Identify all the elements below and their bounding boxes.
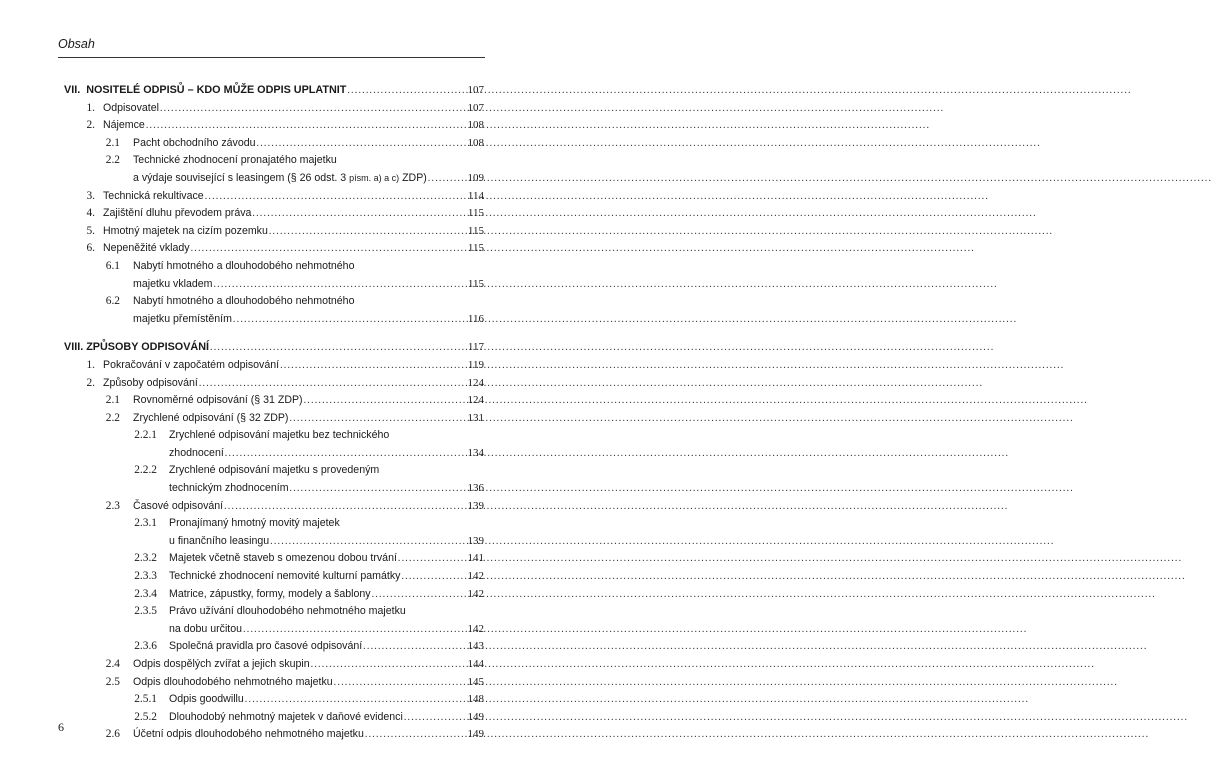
toc-page-number: 117 bbox=[467, 341, 484, 354]
toc-entry-title: Technická rekultivace bbox=[103, 189, 204, 202]
toc-page-number: 107 bbox=[467, 101, 484, 114]
toc-entry-number: 2.2 bbox=[105, 411, 120, 424]
leader-dots bbox=[252, 205, 462, 223]
leader-dots bbox=[428, 170, 462, 188]
toc-page-number: 115 bbox=[467, 242, 484, 255]
toc-chapter-title bbox=[64, 82, 346, 100]
toc-entry[interactable] bbox=[64, 603, 484, 621]
leader-dots bbox=[243, 621, 462, 639]
leader-dots bbox=[160, 100, 462, 118]
leader-dots bbox=[146, 117, 462, 135]
leader-dots bbox=[372, 586, 462, 604]
toc-entry-title: Matrice, zápustky, formy, modely a šablony bbox=[169, 587, 371, 600]
leader-dots bbox=[347, 82, 462, 100]
toc-page-number: 134 bbox=[467, 446, 484, 459]
toc-entry-number: 1. bbox=[86, 101, 95, 114]
toc-entry-title: Zrychlené odpisování majetku s provedeným bbox=[169, 464, 380, 477]
toc-entry-continuation[interactable] bbox=[64, 311, 484, 329]
toc-entry-number: 5. bbox=[86, 224, 95, 237]
toc-entry[interactable] bbox=[64, 638, 484, 656]
toc-entry-continuation[interactable] bbox=[64, 533, 484, 551]
toc-page-number: 108 bbox=[467, 119, 484, 132]
toc-entry-title: Účetní odpis dlouhodobého nehmotného majetku bbox=[133, 728, 364, 741]
leader-dots bbox=[270, 533, 462, 551]
toc-entry-number: 2.3 bbox=[105, 499, 120, 512]
toc-page-number: 145 bbox=[467, 675, 484, 688]
toc-page-number: 149 bbox=[467, 710, 484, 723]
toc-entry-number: 6. bbox=[86, 242, 95, 255]
toc-entry-number: 1. bbox=[86, 358, 95, 371]
toc-entry-title: Nabytí hmotného a dlouhodobého nehmotného bbox=[133, 295, 355, 308]
leader-dots bbox=[304, 392, 462, 410]
toc-page-number: 139 bbox=[467, 499, 484, 512]
toc-page-number: 107 bbox=[467, 84, 484, 96]
toc-entry-title: Pokračování v započatém odpisování bbox=[103, 358, 280, 371]
leader-dots bbox=[191, 240, 462, 258]
toc-page-number: 124 bbox=[467, 376, 484, 389]
toc-entry-title: Zrychlené odpisování majetku bez technického bbox=[169, 429, 390, 442]
toc-entry-number: 2.3.1 bbox=[134, 517, 157, 530]
toc-text-part-small: písm. a) a c) bbox=[349, 172, 400, 183]
toc-entry[interactable] bbox=[64, 135, 484, 153]
toc-page-number: 116 bbox=[467, 312, 484, 325]
toc-entry-number: 2. bbox=[86, 376, 95, 389]
table-of-contents bbox=[64, 82, 484, 744]
toc-page-number: 141 bbox=[467, 552, 484, 565]
toc-entry-title: Majetek včetně staveb s omezenou dobou trvání bbox=[169, 552, 397, 565]
chapter-title-text: NOSITELÉ ODPISŮ – KDO MŮŽE ODPIS UPLATNIT bbox=[86, 84, 347, 96]
toc-entry-title-cont: majetku vkladem bbox=[133, 277, 213, 290]
toc-entry[interactable] bbox=[64, 152, 484, 170]
toc-entry-title-cont: majetku přemístěním bbox=[133, 312, 232, 325]
toc-entry[interactable] bbox=[64, 691, 484, 709]
toc-entry[interactable] bbox=[64, 392, 484, 410]
chapter-gap bbox=[64, 328, 484, 339]
toc-entry-number: 2.1 bbox=[105, 394, 120, 407]
toc-page-number: 143 bbox=[467, 640, 484, 653]
toc-entry-number: 2.3.3 bbox=[134, 570, 157, 583]
leader-dots bbox=[404, 709, 462, 727]
toc-entry-number: 2. bbox=[86, 119, 95, 132]
toc-page-number: 115 bbox=[467, 207, 484, 220]
toc-chapter-title bbox=[64, 339, 209, 357]
toc-entry-number: 2.1 bbox=[105, 136, 120, 149]
toc-page-number: 149 bbox=[467, 728, 484, 741]
toc-entry-title: Odpis goodwillu bbox=[169, 693, 244, 706]
toc-entry-continuation[interactable] bbox=[64, 480, 484, 498]
leader-dots bbox=[365, 726, 462, 744]
toc-entry[interactable] bbox=[64, 188, 484, 206]
toc-entry[interactable] bbox=[64, 375, 484, 393]
leader-dots bbox=[213, 276, 462, 294]
toc-entry-number: 4. bbox=[86, 207, 95, 220]
leader-dots bbox=[245, 691, 462, 709]
chapter-number: VII. bbox=[64, 84, 81, 96]
toc-entry-number: 6.2 bbox=[105, 295, 120, 308]
toc-entry-continuation[interactable] bbox=[64, 276, 484, 294]
toc-page-number: 142 bbox=[467, 570, 484, 583]
toc-entry[interactable] bbox=[64, 223, 484, 241]
toc-page-number: 124 bbox=[467, 394, 484, 407]
leader-dots bbox=[224, 498, 462, 516]
leader-dots bbox=[199, 375, 462, 393]
toc-entry-title: Odpis dospělých zvířat a jejich skupin bbox=[133, 658, 310, 670]
chapter-title-text: ZPŮSOBY ODPISOVÁNÍ bbox=[86, 341, 209, 354]
toc-entry-title-cont: na dobu určitou bbox=[169, 622, 243, 635]
toc-entry-continuation[interactable] bbox=[64, 170, 484, 188]
toc-entry-number: 6.1 bbox=[105, 259, 120, 272]
toc-entry-title: Technické zhodnocení pronajatého majetku bbox=[133, 154, 337, 167]
toc-entry[interactable] bbox=[64, 709, 484, 727]
toc-chapter-vii[interactable] bbox=[64, 82, 484, 100]
toc-entry[interactable] bbox=[64, 258, 484, 276]
toc-entry-title: Nabytí hmotného a dlouhodobého nehmotného bbox=[133, 259, 355, 272]
toc-entry-number: 2.2 bbox=[105, 154, 120, 167]
toc-entry[interactable] bbox=[64, 515, 484, 533]
toc-entry-number: 2.3.4 bbox=[134, 587, 157, 600]
toc-entry[interactable] bbox=[64, 205, 484, 223]
toc-entry[interactable] bbox=[64, 462, 484, 480]
toc-entry-number: 2.4 bbox=[105, 658, 120, 670]
toc-entry[interactable] bbox=[64, 550, 484, 568]
toc-entry[interactable] bbox=[64, 100, 484, 118]
toc-entry-title: Dlouhodobý nehmotný majetek v daňové evidenci bbox=[169, 710, 403, 723]
toc-entry[interactable] bbox=[64, 357, 484, 375]
toc-entry[interactable] bbox=[64, 656, 484, 674]
toc-chapter-viii[interactable] bbox=[64, 339, 484, 357]
toc-entry-title: Společná pravidla pro časové odpisování bbox=[169, 640, 363, 653]
toc-page-number: 114 bbox=[467, 189, 484, 202]
toc-page-number: 115 bbox=[467, 224, 484, 237]
toc-entry-title: Nájemce bbox=[103, 119, 145, 132]
toc-entry[interactable] bbox=[64, 410, 484, 428]
toc-entry-title: Způsoby odpisování bbox=[103, 376, 198, 389]
toc-entry-number: 2.3.6 bbox=[134, 640, 157, 653]
toc-entry[interactable] bbox=[64, 427, 484, 445]
header-rule bbox=[58, 57, 485, 58]
leader-dots bbox=[290, 480, 462, 498]
toc-entry-title-cont bbox=[133, 170, 427, 188]
toc-entry-number: 2.5 bbox=[105, 675, 120, 688]
toc-entry-number: 2.2.2 bbox=[134, 464, 157, 477]
page-number: 6 bbox=[58, 720, 64, 734]
toc-entry[interactable] bbox=[64, 674, 484, 692]
toc-entry-title-cont: zhodnocení bbox=[169, 446, 224, 459]
leader-dots bbox=[210, 339, 462, 357]
toc-entry-title-cont: u finančního leasingu bbox=[169, 534, 270, 547]
toc-entry-continuation[interactable] bbox=[64, 621, 484, 639]
toc-entry[interactable] bbox=[64, 498, 484, 516]
toc-entry-title: Pronajímaný hmotný movitý majetek bbox=[169, 517, 340, 530]
toc-entry[interactable] bbox=[64, 568, 484, 586]
toc-entry-title: Zrychlené odpisování (§ 32 ZDP) bbox=[133, 411, 289, 424]
leader-dots bbox=[363, 638, 462, 656]
toc-entry-title: Hmotný majetek na cizím pozemku bbox=[103, 224, 268, 237]
leader-dots bbox=[205, 188, 462, 206]
leader-dots bbox=[280, 357, 462, 375]
toc-entry-title: Pacht obchodního závodu bbox=[133, 136, 256, 149]
leader-dots bbox=[233, 311, 462, 329]
toc-entry[interactable] bbox=[64, 586, 484, 604]
toc-entry-title: Časové odpisování bbox=[133, 499, 224, 512]
leader-dots bbox=[225, 445, 462, 463]
toc-entry-title: Zajištění dluhu převodem práva bbox=[103, 207, 252, 220]
toc-page-number: 136 bbox=[467, 482, 484, 495]
toc-page-number: 131 bbox=[467, 411, 484, 424]
leader-dots bbox=[257, 135, 462, 153]
toc-entry[interactable] bbox=[64, 117, 484, 135]
toc-page-number: 115 bbox=[467, 277, 484, 290]
toc-page-number: 108 bbox=[467, 136, 484, 149]
toc-entry-title-cont: technickým zhodnocením bbox=[169, 482, 289, 495]
toc-entry-title: Rovnoměrné odpisování (§ 31 ZDP) bbox=[133, 394, 303, 407]
toc-text-part: ZDP) bbox=[399, 171, 427, 184]
leader-dots bbox=[269, 223, 462, 241]
toc-page-number: 142 bbox=[467, 622, 484, 635]
toc-entry-number: 3. bbox=[86, 189, 95, 202]
leader-dots bbox=[398, 550, 462, 568]
chapter-number: VIII. bbox=[64, 341, 84, 354]
toc-entry-title: Odpisovatel bbox=[103, 101, 159, 114]
leader-dots bbox=[311, 656, 462, 674]
toc-page-number: 119 bbox=[467, 358, 484, 371]
toc-entry[interactable] bbox=[64, 726, 484, 744]
leader-dots bbox=[289, 410, 462, 428]
toc-page-number: 148 bbox=[467, 693, 484, 706]
running-head-title: Obsah bbox=[58, 37, 95, 51]
leader-dots bbox=[334, 674, 462, 692]
toc-entry-number: 2.6 bbox=[105, 728, 120, 741]
toc-entry-number: 2.3.5 bbox=[134, 605, 157, 618]
toc-entry-number: 2.3.2 bbox=[134, 552, 157, 565]
toc-entry-title: Technické zhodnocení nemovité kulturní památky bbox=[169, 570, 401, 583]
toc-page-number: 139 bbox=[467, 534, 484, 547]
toc-entry[interactable] bbox=[64, 240, 484, 258]
toc-entry-title: Právo užívání dlouhodobého nehmotného majetku bbox=[169, 605, 406, 618]
toc-page-number: 142 bbox=[467, 587, 484, 600]
toc-entry-title: Nepeněžité vklady bbox=[103, 242, 190, 255]
toc-entry[interactable] bbox=[64, 293, 484, 311]
toc-entry-number: 2.5.1 bbox=[134, 693, 157, 706]
toc-entry-number: 2.2.1 bbox=[134, 429, 157, 442]
toc-entry-number: 2.5.2 bbox=[134, 710, 157, 723]
toc-entry-continuation[interactable] bbox=[64, 445, 484, 463]
toc-entry-title: Odpis dlouhodobého nehmotného majetku bbox=[133, 675, 333, 688]
toc-page-number: 109 bbox=[467, 171, 484, 184]
toc-page-number: 144 bbox=[467, 658, 484, 670]
toc-text-part: a výdaje související s leasingem (§ 26 odst. 3 bbox=[133, 171, 350, 184]
leader-dots bbox=[401, 568, 462, 586]
